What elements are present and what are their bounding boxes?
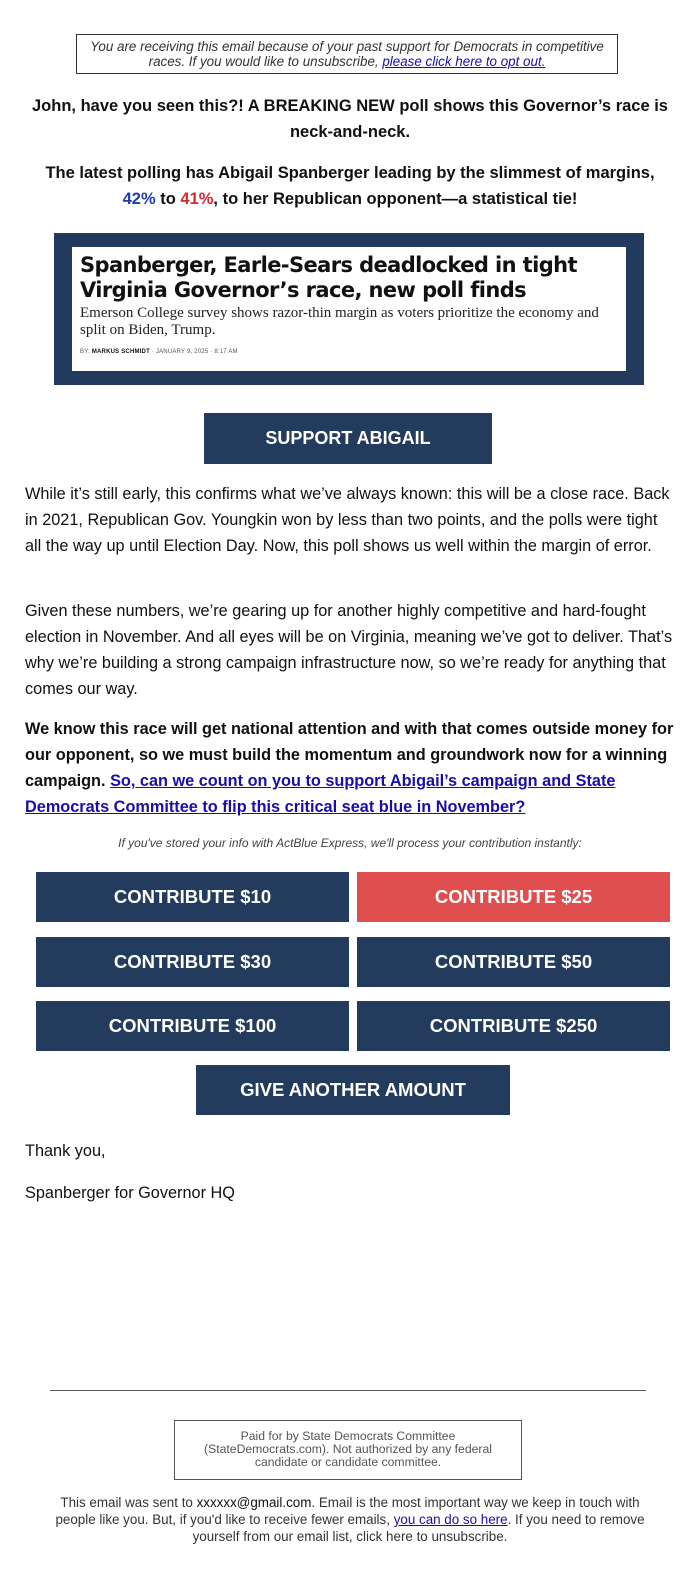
give-another-amount-button[interactable]: GIVE ANOTHER AMOUNT [196, 1065, 510, 1115]
paid-for-disclaimer: Paid for by State Democrats Committee (StateDemocrats.com). Not authorized by any federal candidate or candidate committee. [174, 1420, 522, 1480]
recipient-email: xxxxxx@gmail.com [196, 1495, 312, 1510]
article-subtitle: Emerson College survey shows razor-thin margin as voters prioritize the economy and split on Biden, Trump. [80, 305, 599, 338]
footer-sent-post[interactable]: . If you need to remove yourself from our email list, click here to unsubscribe. [192, 1512, 645, 1544]
body-paragraph-3 [25, 716, 675, 820]
headline-poll-outro: , to her Republican opponent—a statistical tie! [213, 190, 578, 208]
contribute-25-button[interactable]: CONTRIBUTE $25 [357, 872, 670, 922]
closing-thanks: Thank you, [25, 1142, 106, 1160]
contribute-50-button[interactable]: CONTRIBUTE $50 [357, 937, 670, 987]
footer-sent-pre: This email was sent to [60, 1495, 193, 1510]
support-abigail-button[interactable]: SUPPORT ABIGAIL [204, 413, 492, 464]
headline-poll-margin [28, 160, 672, 212]
article-byline [80, 349, 618, 355]
byline-prefix: BY: [80, 349, 90, 355]
actblue-express-note: If you've stored your info with ActBlue Express, we'll process your contribution instantly: [118, 836, 582, 850]
body-paragraph-3-text: We know this race will get national attention and with that comes outside money for our opponent, so we must build the momentum and groundwork now for a winning campaign. [25, 720, 674, 790]
footer-sent-mid: . Email is the most important way we keep in touch with people like you. But, if you'd like to receive fewer emails, [55, 1495, 640, 1527]
news-article-image[interactable] [54, 233, 644, 385]
headline-poll-intro: The latest polling has Abigail Spanberger leading by the slimmest of margins, [45, 164, 655, 182]
body-paragraph-2: Given these numbers, we’re gearing up for another highly competitive and hard-fought election in November. And all eyes will be on Virginia, meaning we’ve got to deliver. That’s why we’re building a strong campaign infrastructure now, so we’re ready for anything that comes our way. [25, 602, 673, 698]
closing-signature: Spanberger for Governor HQ [25, 1184, 235, 1202]
headline-breaking-poll: John, have you seen this?! A BREAKING NEW poll shows this Governor’s race is neck-and-neck. [32, 97, 668, 141]
contribute-100-button[interactable]: CONTRIBUTE $100 [36, 1001, 349, 1051]
fewer-emails-link[interactable]: you can do so here [393, 1512, 508, 1527]
support-campaign-link[interactable]: So, can we count on you to support Abigail’s campaign and State Democrats Committee to flip this critical seat blue in November? [25, 772, 616, 816]
dem-percentage: 42% [122, 190, 156, 208]
opt-out-link[interactable]: please click here to opt out. [382, 54, 546, 69]
unsubscribe-notice [76, 34, 618, 74]
article-author: MARKUS SCHMIDT [91, 349, 150, 355]
contribute-10-button[interactable]: CONTRIBUTE $10 [36, 872, 349, 922]
article-title: Spanberger, Earle-Sears deadlocked in tight Virginia Governor’s race, new poll finds [80, 253, 577, 302]
footer-divider [50, 1390, 646, 1391]
unsubscribe-notice-text: You are receiving this email because of your past support for Democrats in competitive races. If you would like to unsubscribe, [90, 39, 604, 69]
footer-text [50, 1494, 650, 1545]
body-paragraph-1: While it’s still early, this confirms what we’ve always known: this will be a close race. Back in 2021, Republican Gov. Youngkin won by less than two points, and the polls were tight all the way up until Election Day. Now, this poll shows us well within the margin of error. [25, 485, 670, 555]
news-article-card [72, 247, 626, 371]
pct-connector: to [160, 190, 176, 208]
contribute-250-button[interactable]: CONTRIBUTE $250 [357, 1001, 670, 1051]
article-dateline: · JANUARY 9, 2025 · 8:17 AM [151, 349, 238, 355]
rep-percentage: 41% [180, 190, 214, 208]
contribute-30-button[interactable]: CONTRIBUTE $30 [36, 937, 349, 987]
